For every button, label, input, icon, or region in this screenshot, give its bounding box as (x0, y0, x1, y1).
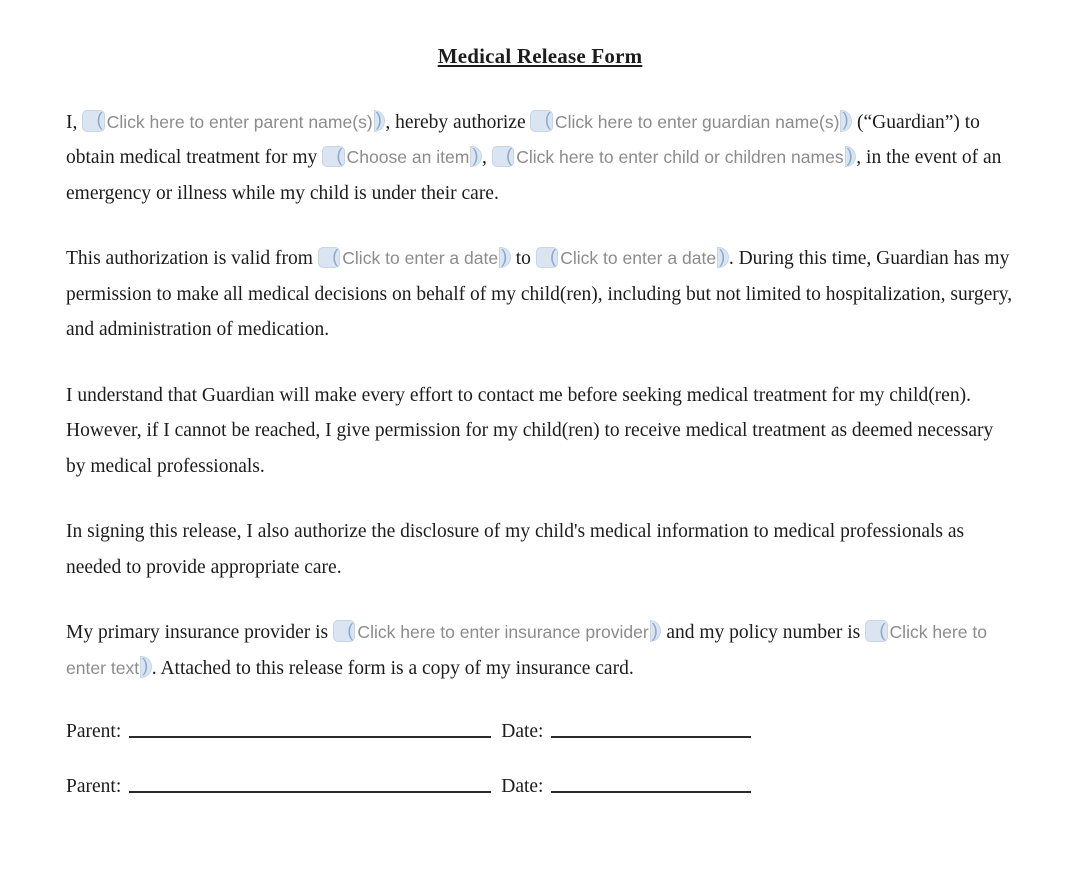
field-placeholder: Choose an item (346, 147, 470, 168)
paragraph-disclosure: In signing this release, I also authorize the disclosure of my child's medical information to medical professionals as needed to provide appropriate care. (66, 521, 965, 578)
content-control-start-icon (865, 620, 887, 642)
text-segment: . During this time, Guardian has my permission to make all medical decisions on behalf of my child(ren), including but not limited to hospitalization, surgery, and administration of medication. (66, 248, 1013, 341)
field-placeholder: Click to enter a date (342, 248, 499, 269)
text-segment: , (482, 147, 492, 169)
field-start-date[interactable] (318, 248, 511, 269)
field-insurance-provider[interactable] (333, 622, 661, 643)
content-control-start-icon (82, 110, 104, 132)
parent-label: Parent: (66, 721, 122, 743)
field-relationship-dropdown[interactable] (322, 147, 482, 168)
date-signature-line[interactable] (551, 718, 751, 739)
content-control-end-icon (650, 620, 662, 642)
signature-row-1 (66, 716, 1014, 747)
date-signature-line[interactable] (551, 773, 751, 794)
page-title: Medical Release Form (437, 44, 643, 68)
paragraph-validity (66, 241, 1014, 347)
field-guardian-names[interactable] (530, 112, 852, 133)
content-control-start-icon (333, 620, 355, 642)
text-segment: and my policy number is (661, 622, 866, 644)
parent-signature-line[interactable] (129, 773, 491, 794)
content-control-end-icon (840, 110, 852, 132)
text-segment: I, (66, 112, 83, 133)
paragraph-authorization (66, 105, 1014, 211)
content-control-end-icon (374, 110, 386, 132)
content-control-end-icon (717, 247, 729, 269)
content-control-end-icon (499, 247, 511, 269)
date-label: Date: (501, 721, 544, 743)
text-segment: , in the event of an emergency or illness while my child is under their care. (66, 147, 1002, 204)
content-control-end-icon (470, 146, 482, 168)
content-control-start-icon (492, 146, 514, 168)
text-segment: to (510, 248, 536, 270)
content-control-start-icon (530, 110, 552, 132)
content-control-end-icon (140, 656, 152, 678)
field-placeholder: Click here to enter guardian name(s) (554, 112, 840, 132)
content-control-start-icon (536, 247, 558, 269)
parent-label: Parent: (66, 776, 122, 798)
text-segment: (“Guardian”) to obtain medical treatment for my (66, 112, 980, 169)
parent-signature-line[interactable] (129, 718, 491, 739)
field-placeholder: Click here to enter parent name(s) (106, 112, 373, 132)
field-children-names[interactable] (492, 147, 857, 168)
field-end-date[interactable] (536, 248, 729, 269)
text-segment: , hereby authorize (385, 112, 531, 133)
content-control-start-icon (318, 247, 340, 269)
text-segment: This authorization is valid from (66, 248, 318, 270)
text-segment: . Attached to this release form is a copy of my insurance card. (151, 657, 634, 679)
content-control-start-icon (322, 146, 344, 168)
field-placeholder: Click to enter a date (560, 248, 717, 269)
field-parent-names[interactable] (82, 112, 385, 133)
signature-row-2 (66, 771, 1014, 802)
field-placeholder: Click here to enter text (66, 622, 987, 678)
paragraph-contact-effort: I understand that Guardian will make every effort to contact me before seeking medical treatment for my child(ren). However, if I cannot be reached, I give permission for my child(ren) to receive medical treatment as deemed necessary by medical professionals. (66, 384, 994, 477)
paragraph-insurance (66, 615, 1014, 686)
date-label: Date: (501, 776, 544, 798)
text-segment: My primary insurance provider is (66, 622, 333, 644)
field-placeholder: Click here to enter insurance provider (357, 622, 649, 643)
field-placeholder: Click here to enter child or children names (516, 147, 844, 168)
content-control-end-icon (845, 146, 857, 168)
